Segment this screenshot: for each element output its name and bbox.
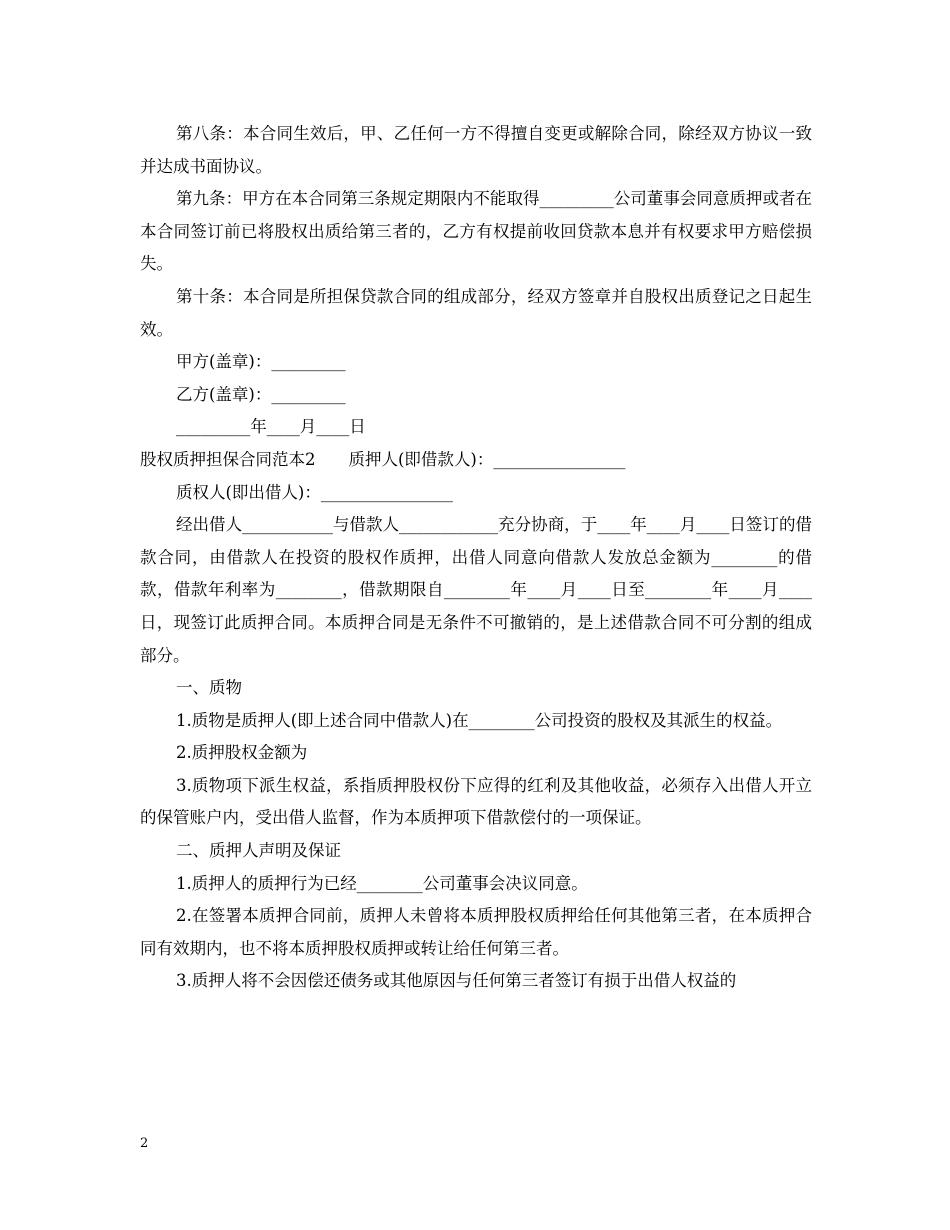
contract-2-title-and-pledgor-line: 股权质押担保合同范本2 质押人(即借款人)：________________ (140, 449, 626, 469)
section-1-item-2: 2.质押股权金额为 (176, 743, 308, 763)
section-2-item-1: 1.质押人的质押行为已经________公司董事会决议同意。 (176, 873, 588, 893)
section-2-heading: 二、质押人声明及保证 (176, 841, 341, 861)
clause-10-paragraph: 第十条：本合同是所担保贷款合同的组成部分，经双方签章并自股权出质登记之日起生效。 (140, 286, 812, 339)
preamble-paragraph: 经出借人___________与借款人____________充分协商，于____年____月____日签订的借款合同，由借款人在投资的股权作质押，出借人同意向借款人发放总金额为________的借款，借款年利率为________，借款期限自________年____月____日至________年____月____日，现签订此质押合同。本质押合同是无条件不可撤销的，是上述借款合同不可分割的组成部分。 (140, 515, 812, 665)
date-line: _________年____月____日 (176, 417, 366, 437)
section-2-item-3: 3.质押人将不会因偿还债务或其他原因与任何第三者签订有损于出借人权益的 (176, 971, 737, 991)
section-1-heading: 一、质物 (176, 678, 242, 698)
party-a-seal-line: 甲方(盖章)：_________ (176, 352, 346, 372)
section-2-item-2: 2.在签署本质押合同前，质押人未曾将本质押股权质押给任何其他第三者，在本质押合同有效期内，也不将本质押股权质押或转让给任何第三者。 (140, 906, 812, 958)
section-1-item-3: 3.质物项下派生权益，系指质押股权份下应得的红利及其他收益，必须存入出借人开立的保管账户内，受出借人监督，作为本质押项下借款偿付的一项保证。 (140, 775, 812, 828)
section-1-item-1: 1.质物是质押人(即上述合同中借款人)在________公司投资的股权及其派生的权益。 (176, 710, 783, 730)
clause-8-paragraph: 第八条：本合同生效后，甲、乙任何一方不得擅自变更或解除合同，除经双方协议一致并达成书面协议。 (140, 124, 812, 176)
document-body (140, 118, 812, 998)
party-b-seal-line: 乙方(盖章)：_________ (176, 384, 346, 404)
pledgee-line: 质权人(即出借人)：________________ (176, 482, 453, 502)
clause-9-paragraph: 第九条：甲方在本合同第三条规定期限内不能取得_________公司董事会同意质押或者在本合同签订前已将股权出质给第三者的，乙方有权提前收回贷款本息并有权要求甲方赔偿损失。 (140, 189, 812, 274)
page-number: 2 (140, 1136, 149, 1151)
